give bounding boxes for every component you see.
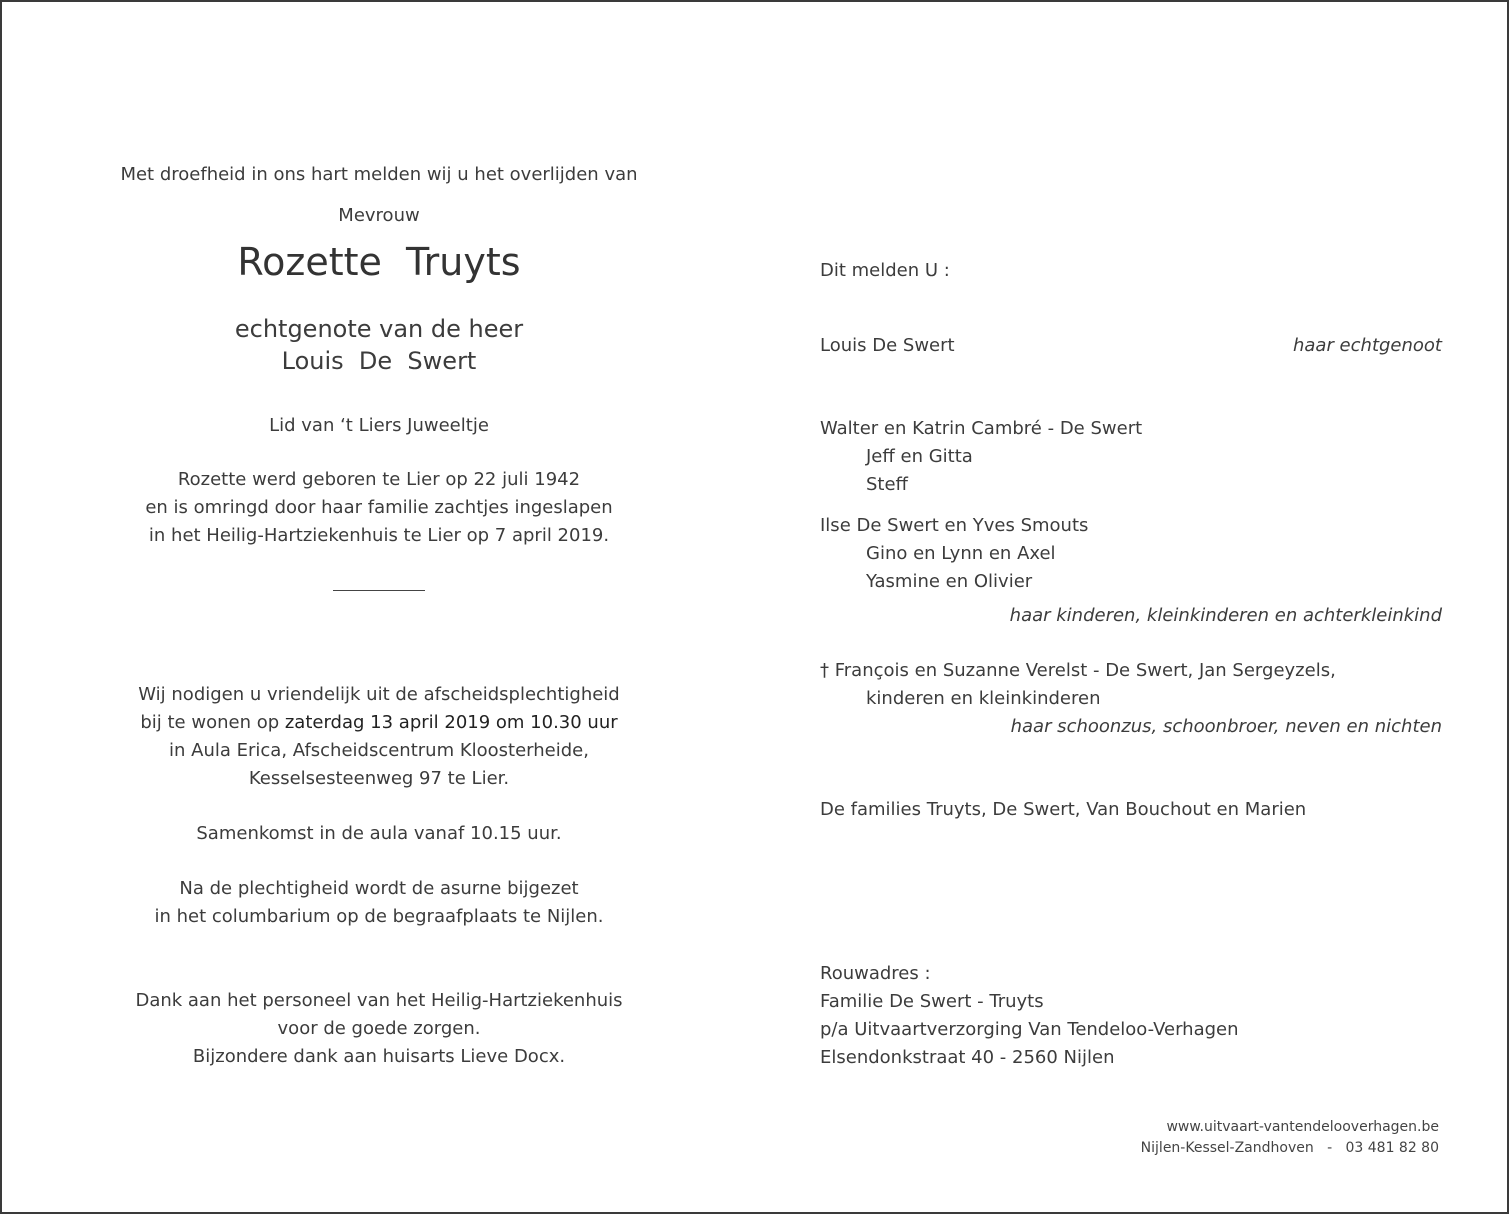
spouse-name: Louis De Swert	[281, 347, 477, 375]
footer-website: www.uitvaart-vantendelooverhagen.be	[1166, 1119, 1439, 1135]
address-family: Familie De Swert - Truyts	[820, 991, 1044, 1012]
gathering-text: Samenkomst in de aula vanaf 10.15 uur.	[196, 823, 562, 844]
invite-line-1: Wij nodigen u vriendelijk uit de afscheidsplechtigheid	[138, 684, 620, 705]
families-line: De families Truyts, De Swert, Van Bouchout en Marien	[820, 799, 1307, 820]
thanks-line-2: voor de goede zorgen.	[277, 1018, 481, 1039]
deceased-name: Rozette Truyts	[237, 240, 521, 284]
family-2-head: Ilse De Swert en Yves Smouts	[820, 515, 1089, 536]
born-line-2: en is omringd door haar familie zachtjes ingeslapen	[145, 497, 613, 518]
family-2-child-1: Gino en Lynn en Axel	[866, 543, 1056, 564]
thanks-line-3: Bijzondere dank aan huisarts Lieve Docx.	[192, 1046, 566, 1067]
husband-relation: haar echtgenoot	[1292, 335, 1442, 356]
invite-line-2	[2, 712, 756, 733]
burial-line-1: Na de plechtigheid wordt de asurne bijgezet	[179, 878, 579, 899]
invite-line-3: in Aula Erica, Afscheidscentrum Kloosterheide,	[169, 740, 589, 761]
invite-line-2-prefix: bij te wonen op	[140, 712, 285, 733]
born-line-3: in het Heilig-Hartziekenhuis te Lier op 7 april 2019.	[148, 525, 610, 546]
spouse-line-1: echtgenote van de heer	[234, 315, 524, 343]
family-2-child-2: Yasmine en Olivier	[866, 571, 1033, 592]
announce-label: Dit melden U :	[820, 260, 950, 281]
address-street: Elsendonkstraat 40 - 2560 Nijlen	[820, 1047, 1115, 1068]
ceremony-datetime: zaterdag 13 april 2019 om 10.30 uur	[284, 712, 618, 733]
address-label: Rouwadres :	[820, 963, 931, 984]
children-relation: haar kinderen, kleinkinderen en achterkleinkind	[1009, 605, 1442, 626]
membership: Lid van ‘t Liers Juweeltje	[269, 415, 489, 436]
inlaws-head: † François en Suzanne Verelst - De Swert, Jan Sergeyzels,	[820, 660, 1336, 681]
inlaws-sub: kinderen en kleinkinderen	[866, 688, 1101, 709]
footer-contact: Nijlen-Kessel-Zandhoven - 03 481 82 80	[1140, 1140, 1439, 1156]
divider	[333, 590, 425, 591]
burial-line-2: in het columbarium op de begraafplaats te Nijlen.	[154, 906, 604, 927]
inlaws-relation: haar schoonzus, schoonbroer, neven en nichten	[1010, 716, 1442, 737]
salutation: Mevrouw	[338, 205, 420, 226]
address-care-of: p/a Uitvaartverzorging Van Tendeloo-Verhagen	[820, 1019, 1239, 1040]
invite-line-4: Kesselsesteenweg 97 te Lier.	[248, 768, 510, 789]
family-1-child-1: Jeff en Gitta	[866, 446, 973, 467]
thanks-line-1: Dank aan het personeel van het Heilig-Hartziekenhuis	[135, 990, 623, 1011]
husband-name: Louis De Swert	[820, 335, 955, 356]
family-1-head: Walter en Katrin Cambré - De Swert	[820, 418, 1143, 439]
born-line-1: Rozette werd geboren te Lier op 22 juli 1942	[177, 469, 581, 490]
intro-text: Met droefheid in ons hart melden wij u het overlijden van	[120, 164, 638, 185]
family-1-child-2: Steff	[866, 474, 908, 495]
